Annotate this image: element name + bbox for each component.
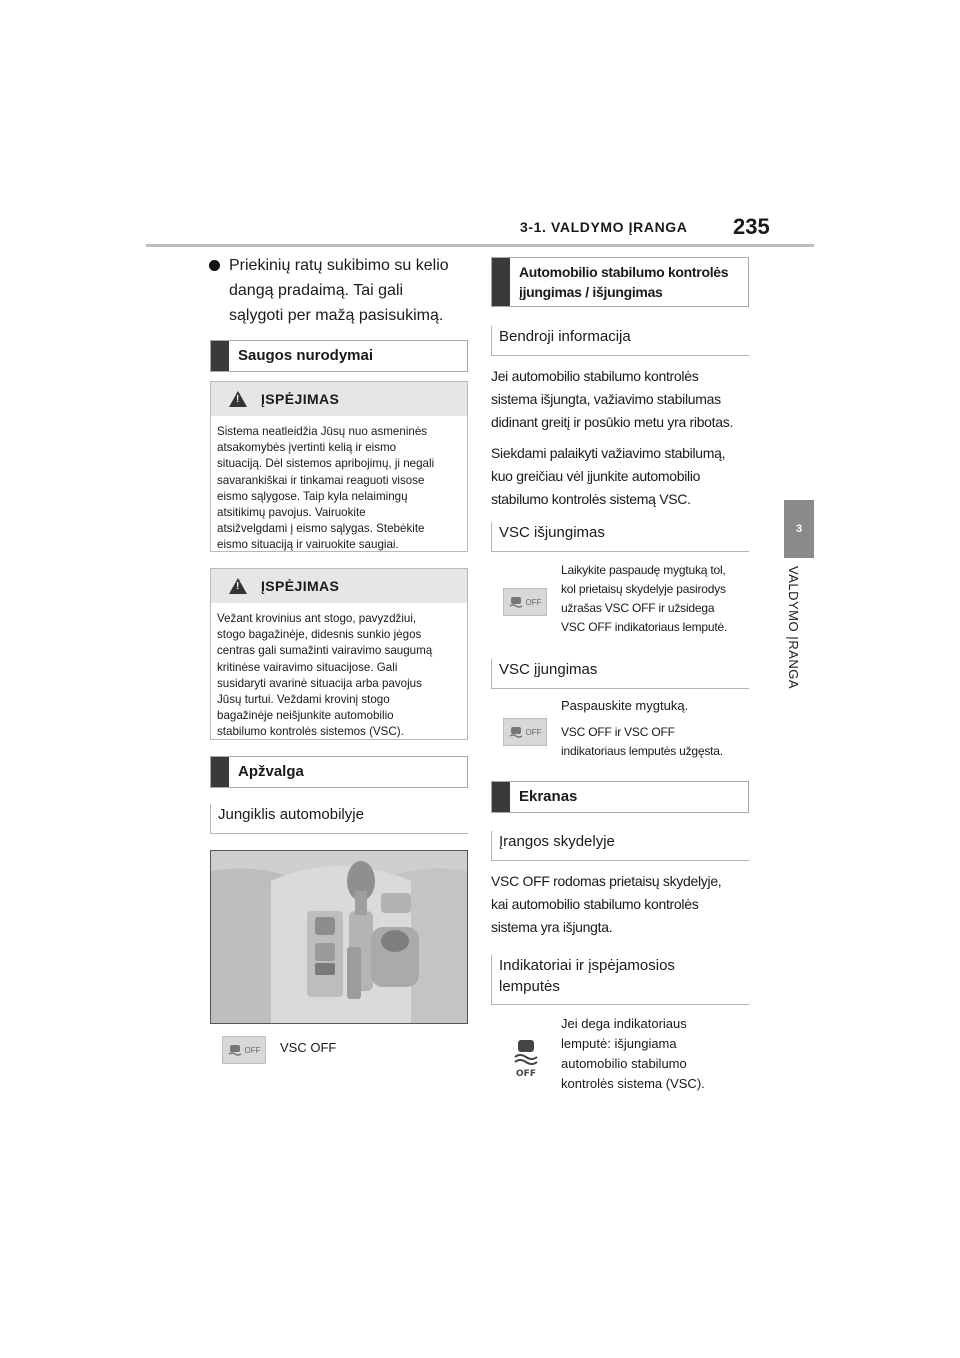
text-line: Jei dega indikatoriaus: [561, 1016, 687, 1031]
general-subheading: Bendroji informacija: [491, 326, 749, 356]
vsc-off-subheading: VSC išjungimas: [491, 522, 749, 552]
warning-icon: [229, 391, 247, 407]
warning-title-bar: [211, 569, 467, 603]
display-header: [491, 781, 749, 813]
vsc-header-line: Automobilio stabilumo kontrolės: [519, 264, 729, 280]
warning-line: kritinėse vairavimo situacijose. Gali: [217, 660, 398, 674]
bullet-icon: [209, 260, 220, 271]
panel-subheading: Įrangos skydelyje: [491, 831, 749, 861]
chapter-label: VALDYMO ĮRANGA: [786, 566, 801, 690]
warning-title: ĮSPĖJIMAS: [261, 578, 340, 594]
display-header-label: Ekranas: [519, 788, 578, 805]
header-bar: [211, 341, 229, 371]
warning-line: susidaryti avarinė situacija arba pavojus: [217, 676, 422, 690]
indicators-subheading: [491, 955, 749, 1005]
text-line: kol prietaisų skydelyje pasirodys: [561, 582, 726, 596]
vsc-off-button-icon: OFF: [503, 588, 547, 616]
warning-line: centras gali sumažinti vairavimo saugumą: [217, 644, 433, 658]
header-bar: [492, 782, 510, 812]
text-line: automobilio stabilumo: [561, 1056, 687, 1071]
text-line: užrašas VSC OFF ir užsidega: [561, 601, 715, 615]
text-line: Laikykite paspaudę mygtuką tol,: [561, 563, 726, 577]
vsc-off-instructions: [561, 561, 753, 637]
console-photo: [210, 850, 468, 1024]
switch-subheading: Jungiklis automobilyje: [210, 804, 468, 834]
header-bar: [492, 258, 510, 306]
warning-text: [211, 416, 467, 562]
vsc-on-button-icon: OFF: [503, 718, 547, 746]
text-line: indikatoriaus lemputės užgęsta.: [561, 744, 723, 758]
warning-icon: [229, 578, 247, 594]
warning-text: [211, 603, 467, 749]
vsc-header-line: įjungimas / išjungimas: [519, 284, 663, 300]
warning-line: atsitikimų pavojus. Vairuokite: [217, 506, 366, 520]
warning-line: Sistema neatleidžia Jūsų nuo asmeninės: [217, 425, 428, 438]
subheading-line: Indikatoriai ir įspėjamosios: [499, 957, 675, 974]
text-line: Siekdami palaikyti važiavimo stabilumą,: [491, 445, 726, 461]
vsc-on-subheading: VSC įjungimas: [491, 659, 749, 689]
text-line: kontrolės sistema (VSC).: [561, 1076, 705, 1091]
warning-line: eismo sąlygose. Taip kyla nelaimingų: [217, 489, 408, 503]
header-bar: [211, 757, 229, 787]
subheading-line: lemputės: [499, 978, 560, 995]
warning-line: stogo bagažinėje, didesnis sunkio jėgos: [217, 628, 422, 642]
warning-line: Jūsų turtui. Veždami krovinį stogo: [217, 693, 390, 707]
safety-header: [210, 340, 468, 372]
general-paragraph: [491, 365, 753, 511]
text-line: sistema yra išjungta.: [491, 919, 613, 935]
svg-text:OFF: OFF: [516, 1069, 536, 1078]
warning-line: bagažinėje neišjunkite automobilio: [217, 709, 394, 723]
vsc-on-instruction: Paspauskite mygtuką.: [561, 698, 689, 713]
vsc-header-label: [510, 262, 728, 302]
vsc-off-label: VSC OFF: [280, 1040, 337, 1055]
warning-title-bar: [211, 382, 467, 416]
warning-line: atsižvelgdami į eismo sąlygas. Stebėkite: [217, 522, 425, 536]
text-line: VSC OFF indikatoriaus lemputė.: [561, 620, 728, 634]
warning-box-2: [210, 568, 468, 740]
warning-line: eismo situaciją ir vairuokite saugiai.: [217, 538, 399, 552]
chapter-tab[interactable]: 3: [784, 500, 814, 558]
text-line: VSC OFF rodomas prietaisų skydelyje,: [491, 873, 722, 889]
warning-line: stabilumo kontrolės sistemos (VSC).: [217, 725, 404, 739]
text-line: kuo greičiau vėl įjunkite automobilio: [491, 468, 701, 484]
text-line: lemputė: išjungiama: [561, 1036, 677, 1051]
vsc-header: [491, 257, 749, 307]
text-line: didinant greitį ir posūkio metu yra ribotas.: [491, 414, 734, 430]
bullet-line-1: Priekinių ratų sukibimo su kelio: [229, 257, 449, 274]
text-line: Jei automobilio stabilumo kontrolės: [491, 368, 699, 384]
vsc-on-result: [561, 723, 753, 761]
text-line: kai automobilio stabilumo kontrolės: [491, 896, 699, 912]
warning-line: savarankiškai ir tinkamai reaguoti visose: [217, 473, 425, 487]
warning-line: Vežant krovinius ant stogo, pavyzdžiui,: [217, 612, 417, 625]
page-number: 235: [733, 214, 770, 239]
warning-line: atsakomybės įvertinti kelią ir eismo: [217, 441, 397, 455]
overview-header-label: Apžvalga: [238, 763, 304, 780]
warning-title: ĮSPĖJIMAS: [261, 391, 340, 407]
vsc-off-icon: OFF: [222, 1036, 266, 1064]
text-line: sistema išjungta, važiavimo stabilumas: [491, 391, 721, 407]
section-title: 3-1. VALDYMO ĮRANGA: [520, 219, 688, 235]
header-rule: [146, 244, 814, 247]
overview-header: [210, 756, 468, 788]
vsc-off-indicator-icon: [512, 1038, 540, 1078]
text-line: VSC OFF ir VSC OFF: [561, 725, 675, 739]
bullet-line-2: dangą pradaimą. Tai gali: [229, 282, 404, 299]
warning-box-1: [210, 381, 468, 552]
indicator-description: [561, 1014, 753, 1094]
safety-header-label: Saugos nurodymai: [238, 347, 374, 364]
warning-line: situaciją. Dėl sistemos apribojimų, ji negali: [217, 457, 435, 471]
text-line: stabilumo kontrolės sistemą VSC.: [491, 491, 691, 507]
bullet-line-3: sąlygoti per mažą pasisukimą.: [229, 307, 444, 324]
panel-paragraph: [491, 870, 753, 939]
